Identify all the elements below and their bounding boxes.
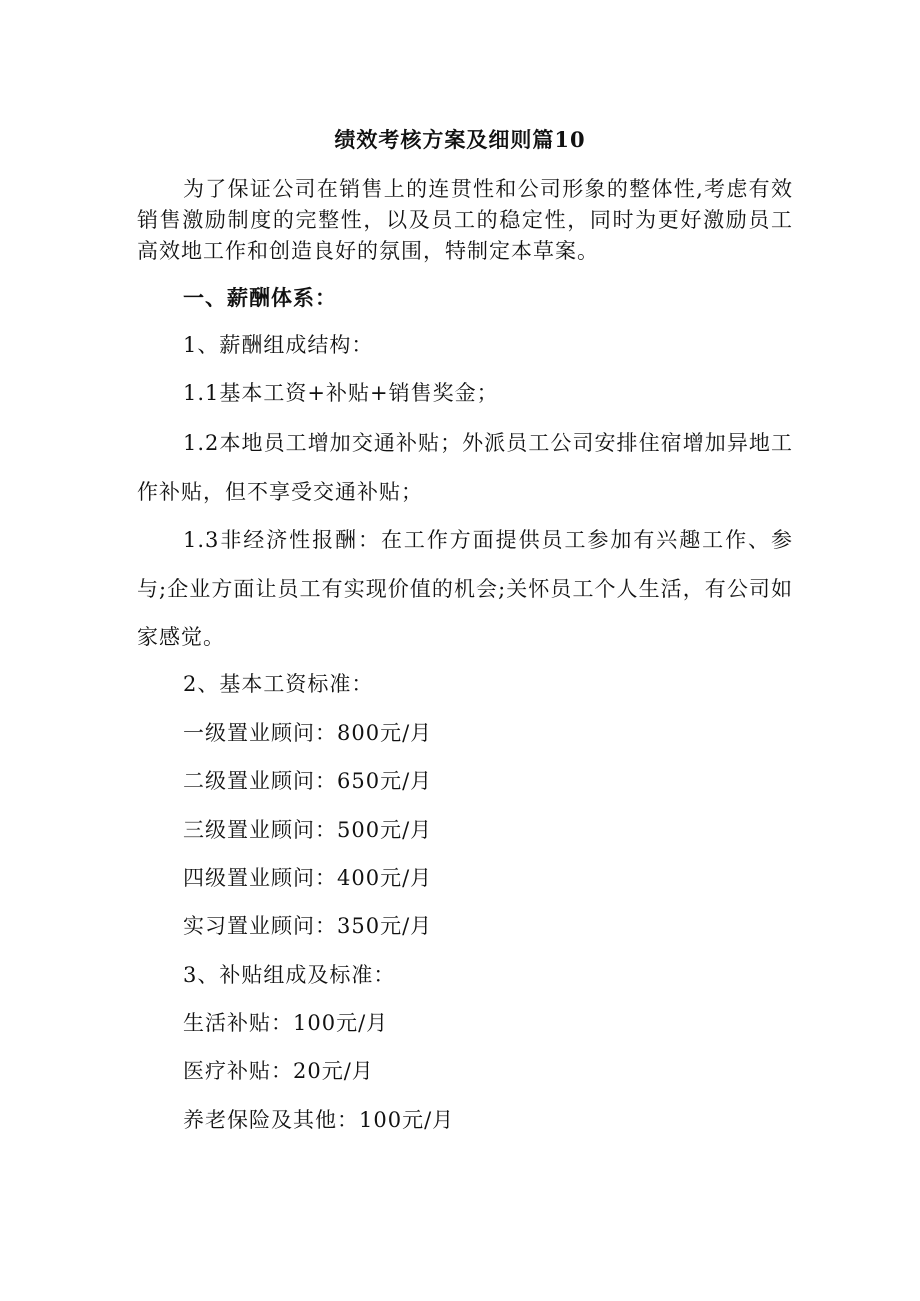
subsection-heading-base-salary: 2、基本工资标准： bbox=[183, 672, 374, 696]
item-1-3: 1.3非经济性报酬：在工作方面提供员工参加有兴趣工作、参与;企业方面让员工有实现价值的机会;关怀员工个人生活，有公司如家感觉。 bbox=[137, 528, 793, 649]
section-heading-salary-system: 一、薪酬体系： bbox=[183, 285, 337, 310]
document-title: 绩效考核方案及细则篇10 bbox=[334, 127, 586, 152]
intro-paragraph: 为了保证公司在销售上的连贯性和公司形象的整体性,考虑有效销售激励制度的完整性，以及员工的稳定性，同时为更好激励员工高效地工作和创造良好的氛围，特制定本草案。 bbox=[137, 177, 793, 263]
salary-level-item: 四级置业顾问：400元/月 bbox=[183, 866, 433, 890]
salary-level-item: 实习置业顾问：350元/月 bbox=[183, 914, 433, 938]
item-1-1: 1.1基本工资+补贴+销售奖金； bbox=[183, 381, 499, 405]
subsection-heading-subsidies: 3、补贴组成及标准： bbox=[183, 963, 396, 987]
salary-level-item: 二级置业顾问：650元/月 bbox=[183, 769, 433, 793]
salary-level-item: 三级置业顾问：500元/月 bbox=[183, 818, 433, 842]
salary-level-item: 一级置业顾问：800元/月 bbox=[183, 721, 433, 745]
subsidy-item: 医疗补贴：20元/月 bbox=[183, 1059, 374, 1083]
subsection-heading-salary-structure: 1、薪酬组成结构： bbox=[183, 333, 374, 357]
subsidy-item: 养老保险及其他：100元/月 bbox=[183, 1108, 455, 1132]
item-1-2: 1.2本地员工增加交通补贴；外派员工公司安排住宿增加异地工作补贴，但不享受交通补贴； bbox=[137, 431, 793, 504]
subsidy-item: 生活补贴：100元/月 bbox=[183, 1011, 389, 1035]
